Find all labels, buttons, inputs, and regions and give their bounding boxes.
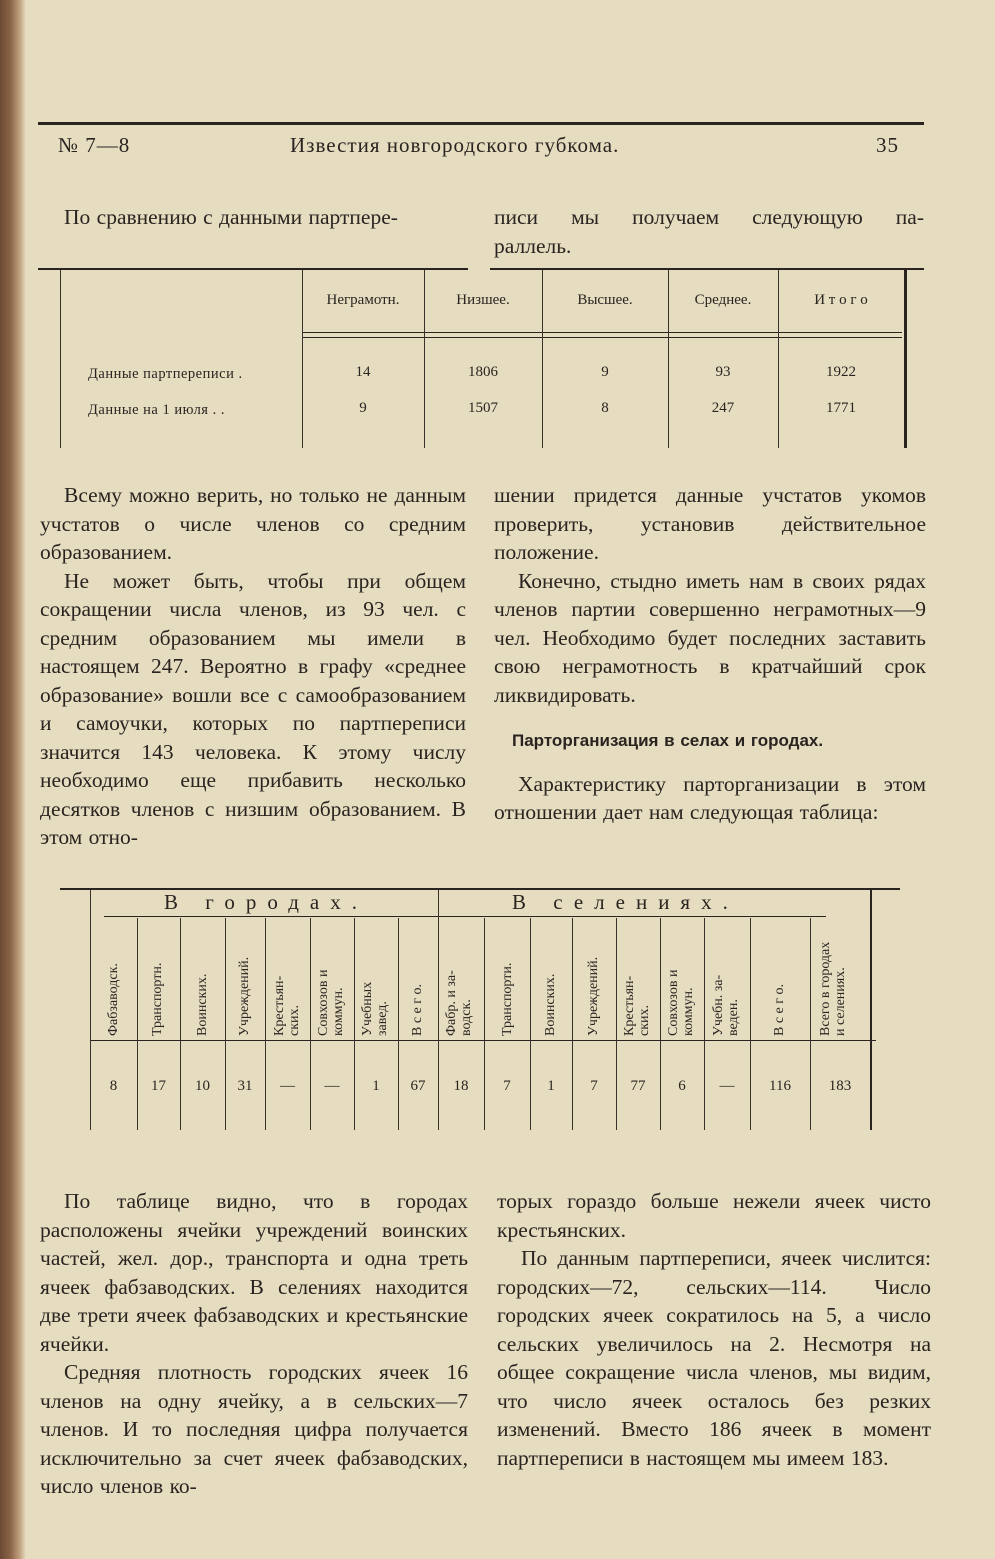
col-header: Совхозов и коммун. bbox=[316, 969, 346, 1036]
table-cell: 8 bbox=[601, 400, 609, 416]
col-header: В с е г о. bbox=[410, 983, 425, 1036]
table-cell: 1806 bbox=[468, 364, 498, 380]
paragraph: Конечно, стыдно иметь нам в своих рядах членов партии совершенно неграмотных—9 чел. Необходимо будет последних заставить свою неграмотность в кратчайший срок ликвидировать. bbox=[494, 568, 926, 707]
table-cell: 93 bbox=[715, 364, 731, 380]
col-header: Учреждений. bbox=[586, 956, 601, 1036]
table-cell: 7 bbox=[590, 1078, 598, 1094]
intro-left bbox=[64, 203, 464, 232]
block1-left-column bbox=[40, 481, 466, 852]
col-header: Воинских. bbox=[543, 973, 558, 1036]
table-cell: 8 bbox=[109, 1078, 118, 1094]
col-higher: Высшее. bbox=[577, 292, 633, 308]
col-header: Крестьян- ских. bbox=[622, 975, 652, 1036]
table-cell: 1922 bbox=[826, 364, 856, 380]
table-cell: 1 bbox=[372, 1078, 380, 1094]
col-header: Фабзаводск. bbox=[106, 963, 121, 1036]
paragraph: Всему можно верить, но только не данным учстатов о числе членов со средним образованием. bbox=[40, 483, 466, 564]
col-header: Транспортн. bbox=[150, 962, 165, 1036]
issue-number: № 7—8 bbox=[58, 133, 131, 157]
col-header: Крестьян- ских. bbox=[272, 975, 302, 1036]
col-header: Учебн. за- веден. bbox=[711, 974, 741, 1036]
table-cell: 6 bbox=[678, 1078, 686, 1094]
paragraph: Средняя плотность городских ячеек 16 членов на одну ячейку, а в сельских—7 членов. И то последняя цифра получается исключительно за счет ячеек фабзаводских, число членов ко- bbox=[40, 1360, 468, 1498]
header-rule bbox=[38, 122, 924, 125]
col-total: И т о г о bbox=[814, 292, 868, 308]
row-label-census: Данные партпереписи . bbox=[88, 366, 243, 382]
col-header: Воинских. bbox=[195, 973, 210, 1036]
table-cell: — bbox=[719, 1078, 735, 1094]
table-cell: 116 bbox=[769, 1078, 791, 1094]
table-cell: 18 bbox=[453, 1078, 469, 1094]
page-number: 35 bbox=[876, 133, 899, 157]
table-cell: — bbox=[280, 1078, 295, 1094]
table-cell: 9 bbox=[359, 400, 367, 416]
intro-right-line1: писи мы получаем следующую па- bbox=[494, 205, 924, 229]
col-header: Транспорти. bbox=[500, 962, 515, 1036]
table-cell: 1 bbox=[547, 1078, 555, 1094]
table-cell: 17 bbox=[151, 1078, 166, 1094]
paragraph: торых гораздо больше нежели ячеек чисто крестьянских. bbox=[497, 1189, 931, 1242]
cells-table bbox=[60, 888, 900, 1133]
table-cell: 7 bbox=[503, 1078, 511, 1094]
group-villages: В селениях. bbox=[512, 890, 739, 914]
paragraph: По таблице видно, что в городах расположены ячейки учреждений воинских частей, жел. дор., транспорта и одна треть ячеек фабзаводских. В селениях находится две трети ячеек фабзаводских и крестьянские ячейки. bbox=[40, 1189, 468, 1356]
education-table bbox=[38, 268, 924, 450]
intro-right bbox=[494, 203, 924, 260]
col-secondary: Среднее. bbox=[694, 292, 752, 308]
col-illiterate: Неграмотн. bbox=[326, 292, 400, 308]
paragraph: По данным партпереписи, ячеек числится: городских—72, сельских—114. Число городских ячеек сократилось на 5, а число сельских увеличилось на 2. Несмотря на общее сокращение числа членов, мы видим, что число ячеек осталось без резких изменений. Вместо 186 ячеек в момент партпереписи в настоящем мы имеем 183. bbox=[497, 1246, 931, 1470]
page-header bbox=[58, 133, 903, 163]
block1-right-column bbox=[494, 481, 926, 827]
col-header: Совхозов и коммун. bbox=[666, 969, 696, 1036]
col-header: Учебных завед. bbox=[360, 981, 390, 1036]
table-cell: 1507 bbox=[468, 400, 498, 416]
book-spine-shadow bbox=[0, 0, 26, 1559]
table-cell: 1771 bbox=[826, 400, 856, 416]
col-header: Фабр. и за- водск. bbox=[444, 970, 474, 1036]
table-cell: — bbox=[324, 1078, 340, 1094]
col-header: Всего в городах и селениях. bbox=[818, 941, 848, 1036]
paragraph: Характеристику парторганизации в этом отношении дает нам следующая таблица: bbox=[494, 771, 926, 824]
table-cell: 247 bbox=[711, 400, 735, 416]
section-heading: Парторганизация в селах и городах. bbox=[512, 731, 824, 750]
row-label-july: Данные на 1 июля . . bbox=[88, 402, 225, 418]
col-header: Учреждений. bbox=[237, 956, 252, 1036]
journal-title: Известия новгородского губкома. bbox=[290, 133, 620, 157]
group-cities: В городах. bbox=[164, 890, 368, 914]
table-cell: 67 bbox=[410, 1078, 426, 1094]
table-cell: 183 bbox=[828, 1078, 852, 1094]
block2-right-column bbox=[497, 1187, 931, 1472]
intro-left-text: По сравнению с данными партпере- bbox=[64, 205, 398, 229]
table-cell: 31 bbox=[237, 1078, 253, 1094]
intro-right-line2: раллель. bbox=[494, 233, 572, 258]
block2-left-column bbox=[40, 1187, 468, 1501]
col-header: В с е г о. bbox=[772, 983, 787, 1036]
table-cell: 10 bbox=[195, 1078, 210, 1094]
paragraph: Не может быть, чтобы при общем сокращении числа членов, из 93 чел. с средним образованием мы имели в настоящем 247. Вероятно в графу «среднее образование» вошли все с самообразованием и самоучки, которых по партпереписи значится 143 человека. К этому числу необходимо еще прибавить несколько десятков членов с низшим образованием. В этом отно- bbox=[40, 568, 466, 849]
paragraph: шении придется данные учстатов укомов проверить, установив действительное положение. bbox=[494, 483, 926, 564]
table-cell: 14 bbox=[355, 364, 371, 380]
table-cell: 77 bbox=[630, 1078, 646, 1094]
col-primary: Низшее. bbox=[456, 292, 510, 308]
table-cell: 9 bbox=[601, 364, 609, 380]
